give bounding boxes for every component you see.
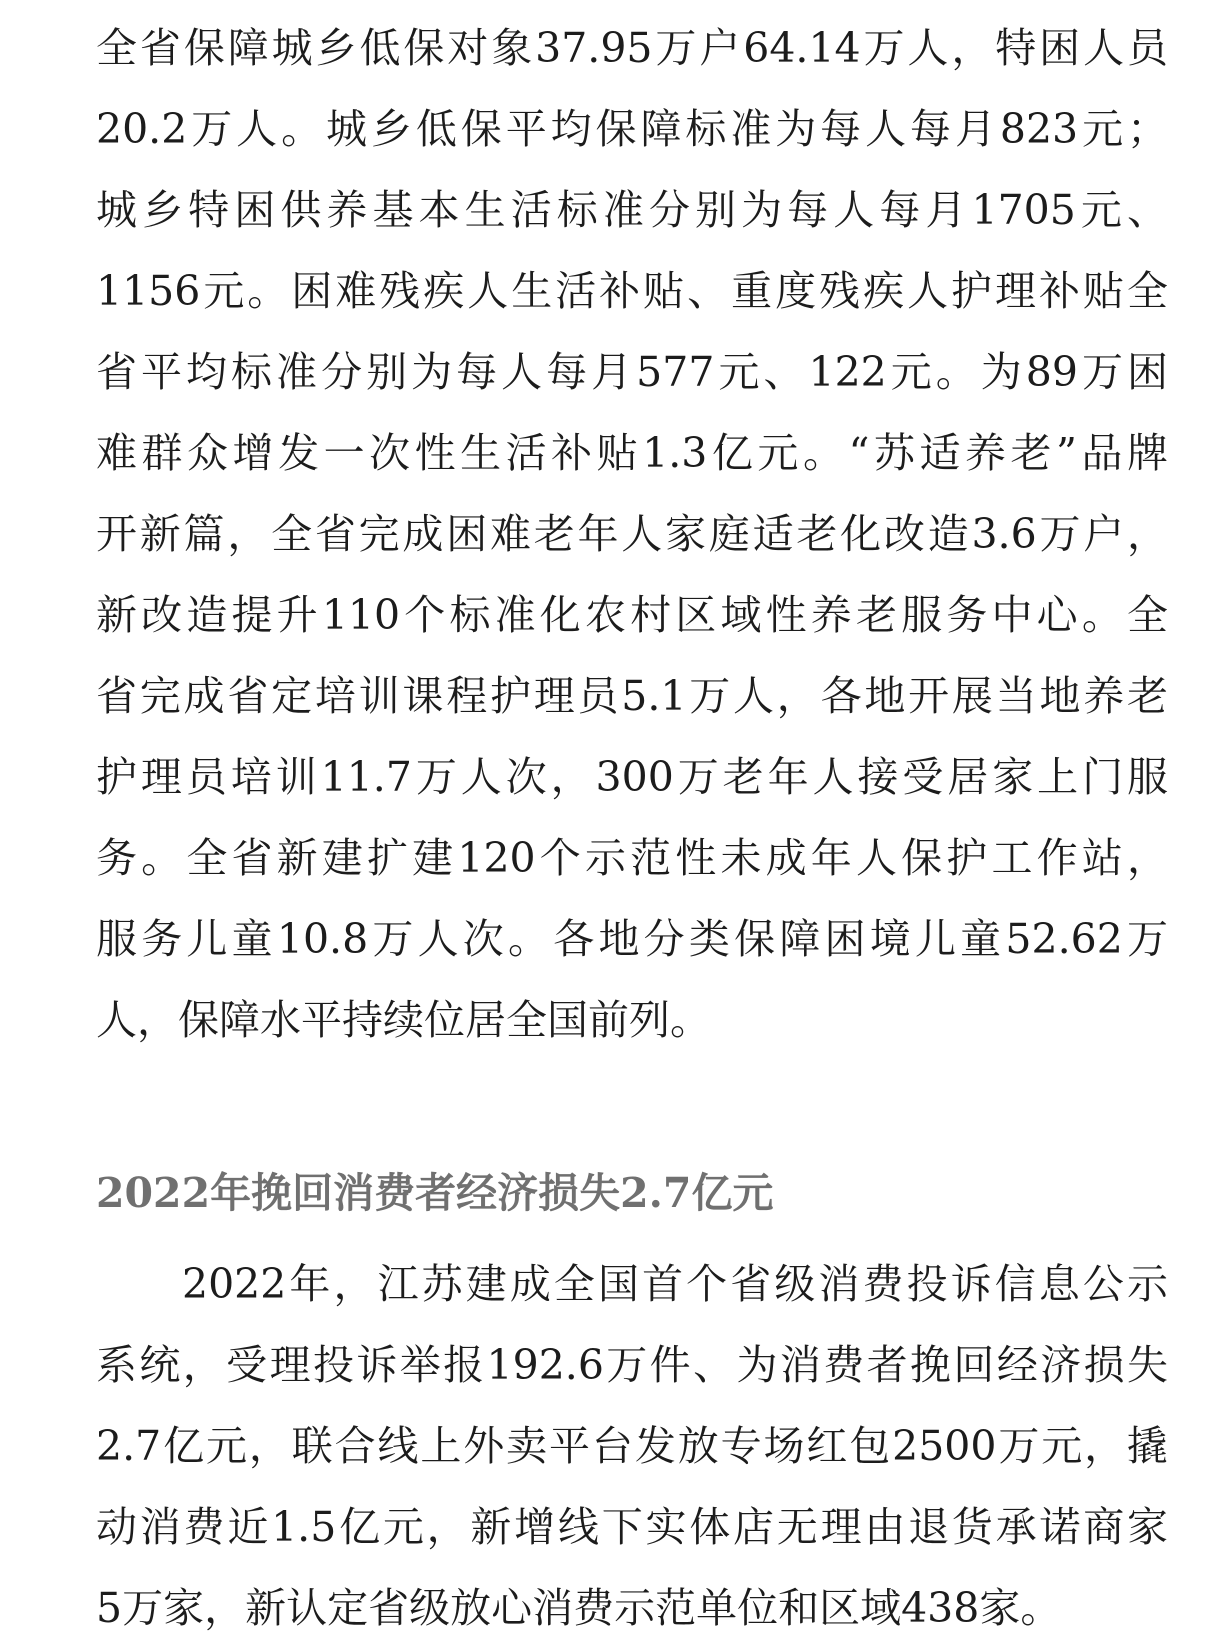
text-line: 人，保障水平持续位居全国前列。 [96,996,711,1044]
text-line: 城乡特困供养基本生活标准分别为每人每月1705元、 [96,186,1168,234]
text-line: 2022年，江苏建成全国首个省级消费投诉信息公示 [182,1260,1168,1308]
text-line: 1156元。困难残疾人生活补贴、重度残疾人护理补贴全 [96,267,1168,315]
text-line: 难群众增发一次性生活补贴1.3亿元。“苏适养老”品牌 [96,429,1168,477]
text-line: 动消费近1.5亿元，新增线下实体店无理由退货承诺商家 [96,1503,1168,1551]
text-line: 服务儿童10.8万人次。各地分类保障困境儿童52.62万 [96,915,1168,963]
text-line: 2.7亿元，联合线上外卖平台发放专场红包2500万元，撬 [96,1422,1168,1470]
text-line: 省完成省定培训课程护理员5.1万人，各地开展当地养老 [96,672,1168,720]
text-line: 全省保障城乡低保对象37.95万户64.14万人，特困人员 [96,24,1168,72]
section-heading: 2022年挽回消费者经济损失2.7亿元 [96,1169,774,1217]
text-line: 20.2万人。城乡低保平均保障标准为每人每月823元； [96,105,1168,153]
text-line: 5万家，新认定省级放心消费示范单位和区域438家。 [96,1584,1062,1632]
text-line: 新改造提升110个标准化农村区域性养老服务中心。全 [96,591,1168,639]
text-line: 务。全省新建扩建120个示范性未成年人保护工作站， [96,834,1168,882]
text-line: 系统，受理投诉举报192.6万件、为消费者挽回经济损失 [96,1341,1168,1389]
text-line: 省平均标准分别为每人每月577元、122元。为89万困 [96,348,1168,396]
text-line: 护理员培训11.7万人次，300万老年人接受居家上门服 [96,753,1168,801]
text-line: 开新篇，全省完成困难老年人家庭适老化改造3.6万户， [96,510,1168,558]
